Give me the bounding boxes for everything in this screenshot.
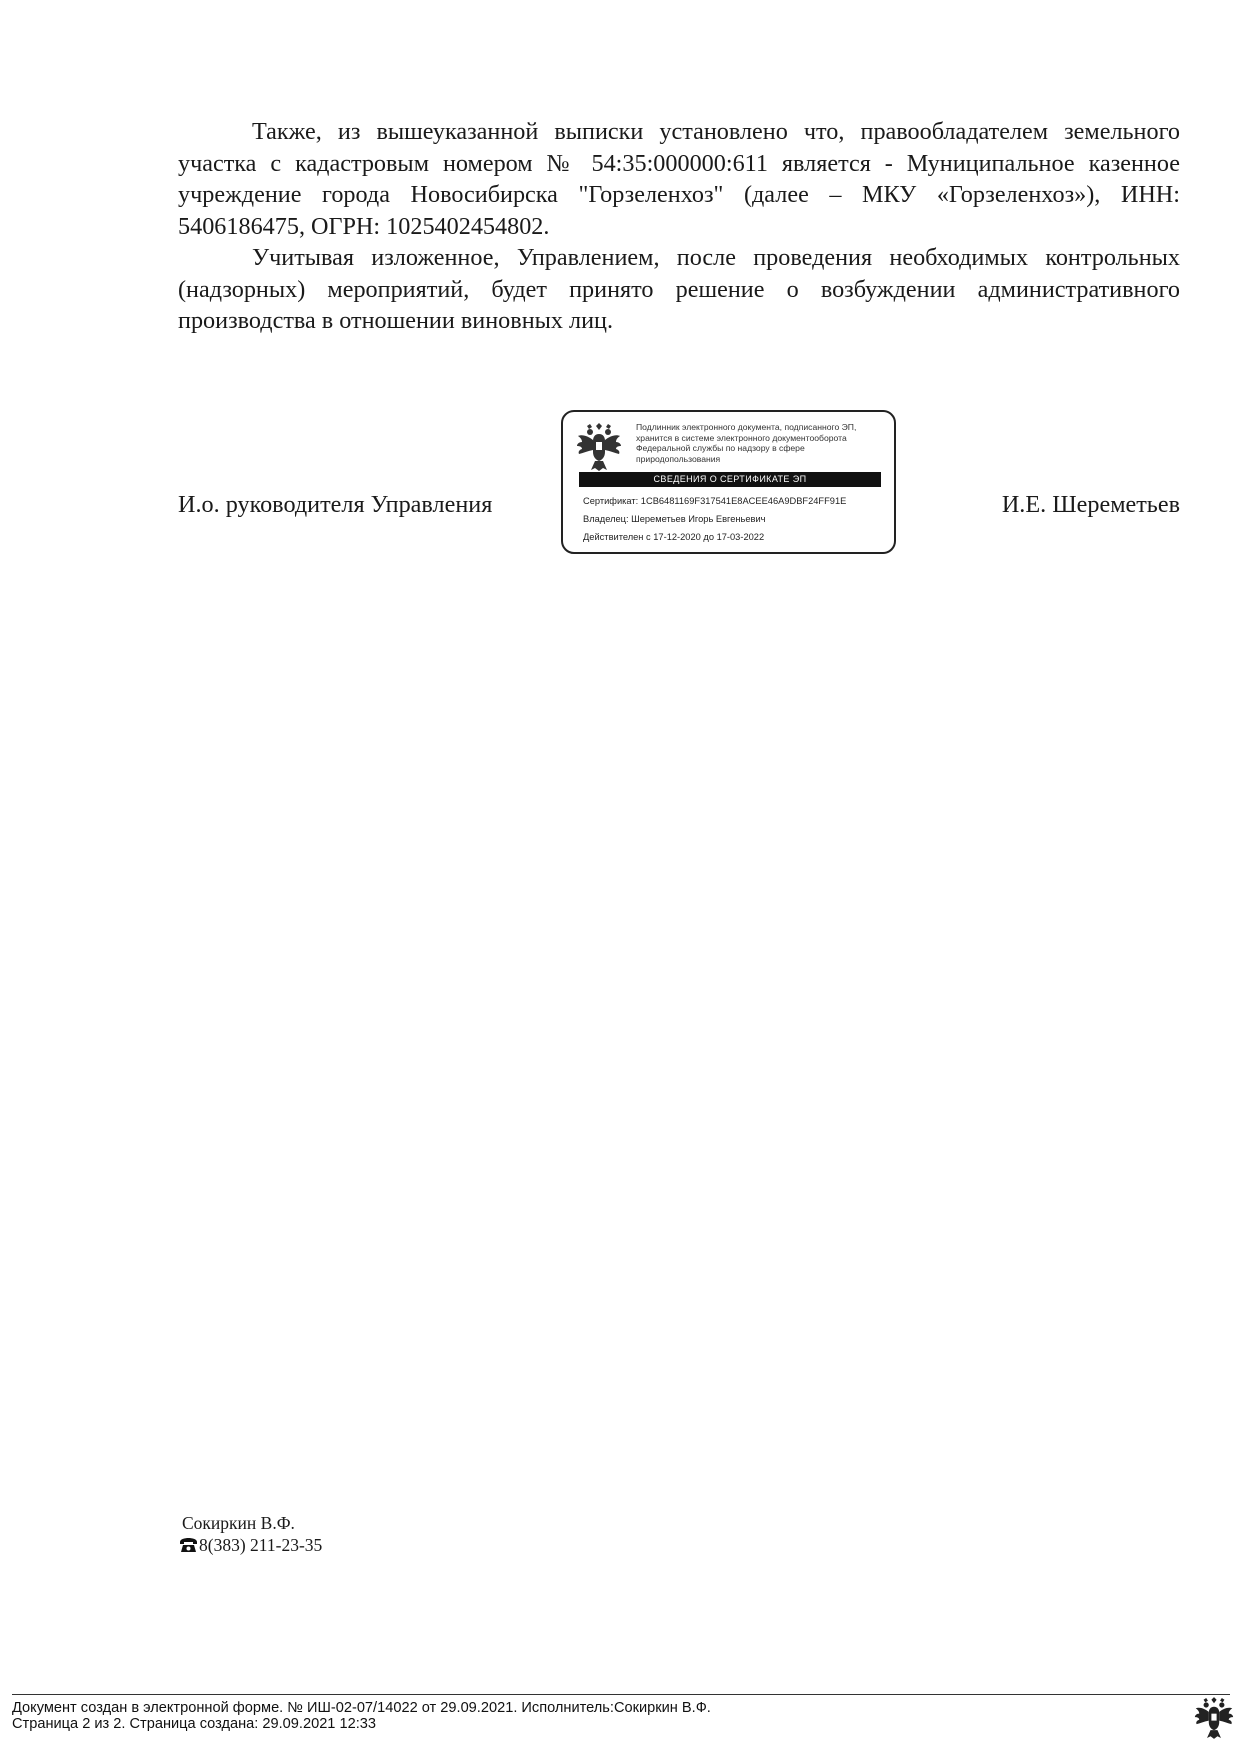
certificate-validity: Действителен с 17-12-2020 до 17-03-2022 [583, 532, 765, 542]
paragraph: Учитывая изложенное, Управлением, после проведения необходимых контрольных (надзорных) мероприятий, будет принято решение о возбуждении административного производства в отношении виновных лиц. [178, 244, 1180, 334]
paragraph: Также, из вышеуказанной выписки установлено что, правообладателем земельного участка с кадастровым номером № 54:35:000000:611 является - Муниципальное казенное учреждение города Новосибирска "Горзеленхоз" (далее – МКУ «Горзеленхоз»), ИНН: 5406186475, ОГРН: 1025402454802. [178, 118, 1180, 240]
stamp-header: Подлинник электронного документа, подписанного ЭП, хранится в системе электронного документооборота Федеральной службы по надзору в сфере природопользования [636, 422, 857, 464]
executor-block [182, 1512, 322, 1556]
footer-page-info: Страница 2 из 2. Страница создана: 29.09.2021 12:33 [12, 1716, 377, 1732]
certificate-number: Сертификат: 1CB6481169F317541E8ACEE46A9DBF24FF91E [583, 496, 847, 506]
double-headed-eagle-icon [1194, 1696, 1234, 1740]
telephone-icon [179, 1538, 198, 1553]
document-body [178, 116, 1180, 337]
double-headed-eagle-icon [576, 422, 622, 472]
executor-phone-row [179, 1534, 322, 1556]
footer-divider [12, 1694, 1230, 1695]
stamp-title-bar: СВЕДЕНИЯ О СЕРТИФИКАТЕ ЭП [579, 472, 881, 487]
footer-document-info: Документ создан в электронной форме. № ИШ-02-07/14022 от 29.09.2021. Исполнитель:Сокиркин В.Ф. [12, 1700, 711, 1716]
executor-name: Сокиркин В.Ф. [182, 1513, 295, 1533]
signatory-position: И.о. руководителя Управления [178, 491, 493, 518]
executor-phone: 8(383) 211-23-35 [199, 1535, 323, 1555]
electronic-signature-stamp [561, 410, 896, 554]
signatory-name: И.Е. Шереметьев [1001, 491, 1180, 518]
footer [12, 1700, 711, 1732]
certificate-owner: Владелец: Шереметьев Игорь Евгеньевич [583, 514, 766, 524]
